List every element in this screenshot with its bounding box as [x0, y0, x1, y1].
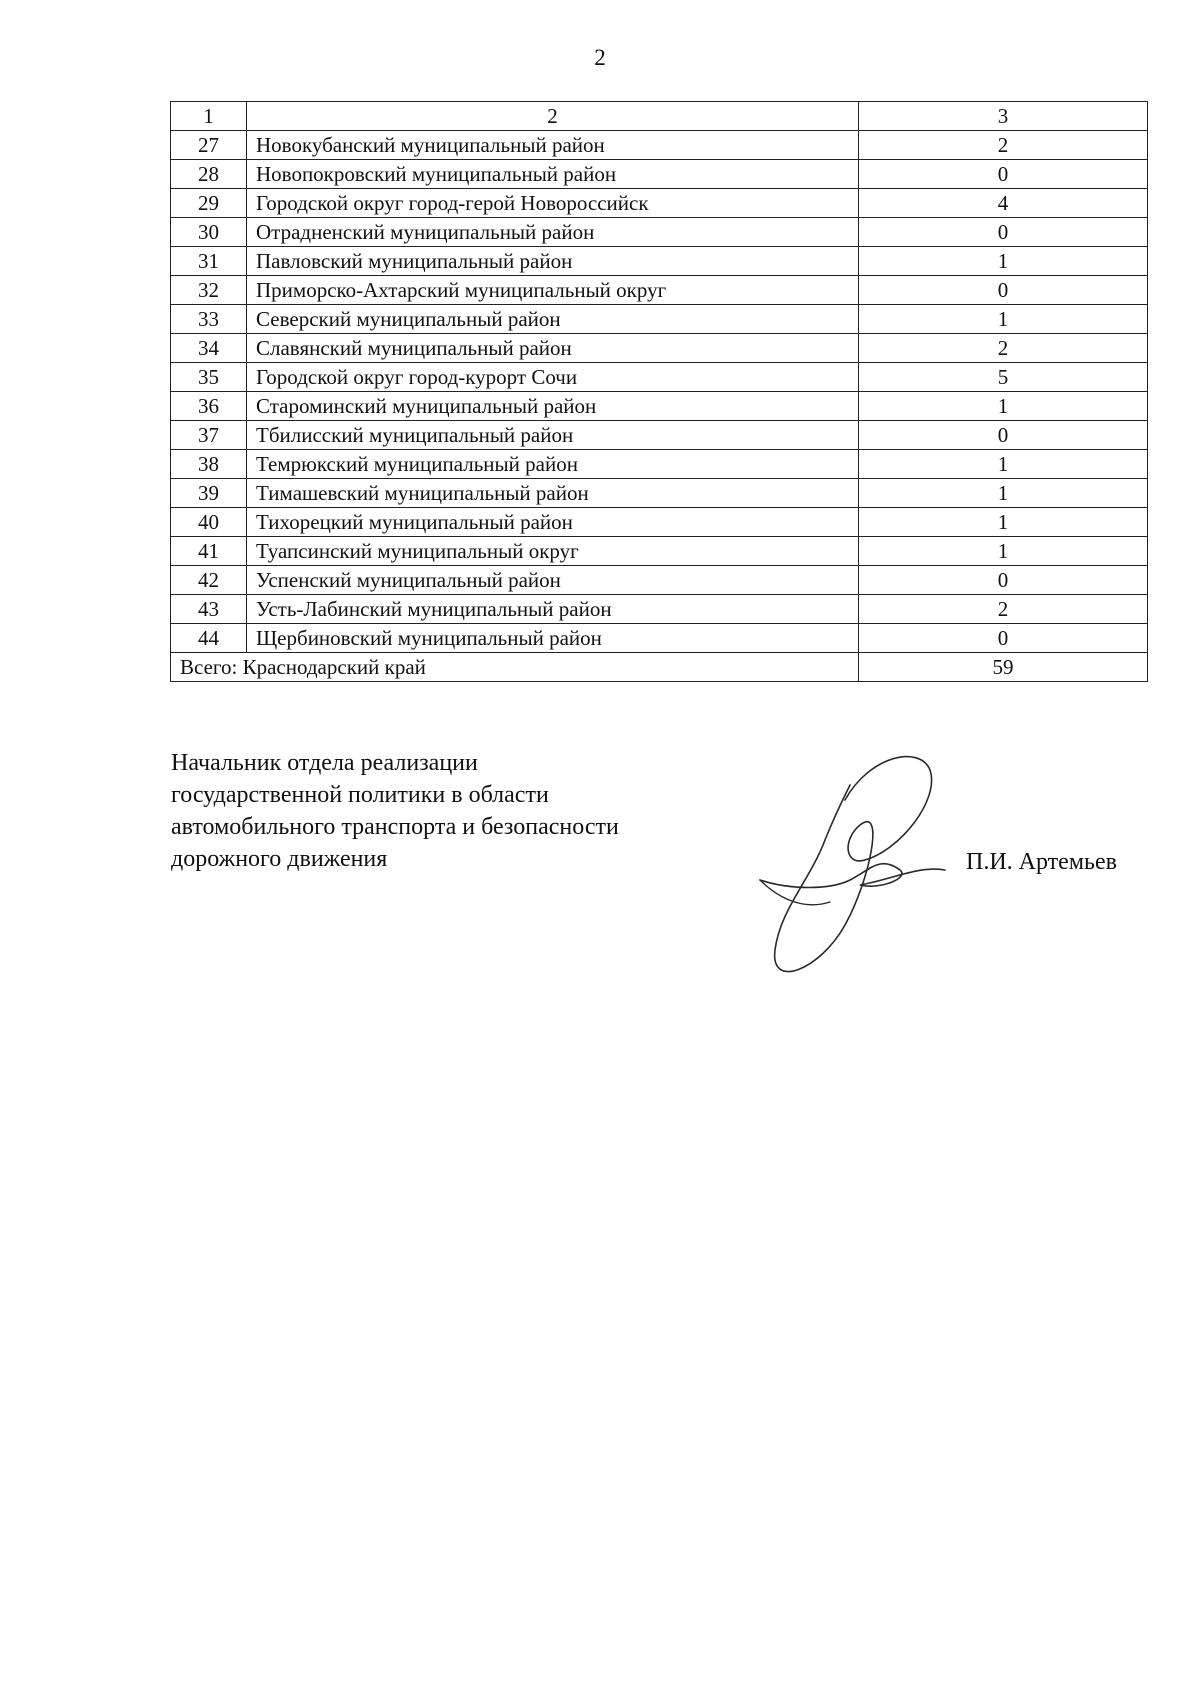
- count-cell: 2: [859, 334, 1148, 363]
- table-row: [171, 624, 1148, 653]
- count-cell: 2: [859, 131, 1148, 160]
- table-row: [171, 566, 1148, 595]
- row-number-cell: 35: [171, 363, 247, 392]
- count-cell: 0: [859, 566, 1148, 595]
- municipality-name-cell: Городской округ город-курорт Сочи: [247, 363, 859, 392]
- count-cell: 2: [859, 595, 1148, 624]
- row-number-cell: 44: [171, 624, 247, 653]
- municipality-name-cell: Староминский муниципальный район: [247, 392, 859, 421]
- row-number-cell: 30: [171, 218, 247, 247]
- count-cell: 4: [859, 189, 1148, 218]
- header-cell-name: 2: [247, 102, 859, 131]
- municipality-name-cell: Новопокровский муниципальный район: [247, 160, 859, 189]
- total-label-cell: Всего: Краснодарский край: [171, 653, 859, 682]
- row-number-cell: 43: [171, 595, 247, 624]
- row-number-cell: 37: [171, 421, 247, 450]
- municipality-name-cell: Славянский муниципальный район: [247, 334, 859, 363]
- table-row: [171, 189, 1148, 218]
- row-number-cell: 40: [171, 508, 247, 537]
- municipality-name-cell: Тбилисский муниципальный район: [247, 421, 859, 450]
- handwritten-signature: [750, 740, 970, 990]
- row-number-cell: 39: [171, 479, 247, 508]
- row-number-cell: 41: [171, 537, 247, 566]
- municipality-name-cell: Щербиновский муниципальный район: [247, 624, 859, 653]
- table-row: [171, 131, 1148, 160]
- row-number-cell: 38: [171, 450, 247, 479]
- count-cell: 5: [859, 363, 1148, 392]
- table-row: [171, 595, 1148, 624]
- municipality-name-cell: Отрадненский муниципальный район: [247, 218, 859, 247]
- row-number-cell: 29: [171, 189, 247, 218]
- count-cell: 1: [859, 305, 1148, 334]
- table-row: [171, 508, 1148, 537]
- signer-title-line: дорожного движения: [171, 846, 388, 872]
- municipality-name-cell: Туапсинский муниципальный округ: [247, 537, 859, 566]
- count-cell: 0: [859, 160, 1148, 189]
- count-cell: 0: [859, 218, 1148, 247]
- count-cell: 1: [859, 508, 1148, 537]
- count-cell: 1: [859, 392, 1148, 421]
- municipality-name-cell: Павловский муниципальный район: [247, 247, 859, 276]
- municipality-name-cell: Успенский муниципальный район: [247, 566, 859, 595]
- municipality-name-cell: Новокубанский муниципальный район: [247, 131, 859, 160]
- table-row: [171, 537, 1148, 566]
- count-cell: 1: [859, 450, 1148, 479]
- count-cell: 1: [859, 479, 1148, 508]
- count-cell: 0: [859, 624, 1148, 653]
- signer-title-line: автомобильного транспорта и безопасности: [171, 814, 619, 840]
- signature-block: [171, 747, 619, 875]
- table-row: [171, 479, 1148, 508]
- municipality-name-cell: Городской округ город-герой Новороссийск: [247, 189, 859, 218]
- municipality-name-cell: Приморско-Ахтарский муниципальный округ: [247, 276, 859, 305]
- row-number-cell: 28: [171, 160, 247, 189]
- header-cell-value: 3: [859, 102, 1148, 131]
- municipality-name-cell: Темрюкский муниципальный район: [247, 450, 859, 479]
- table-row: [171, 305, 1148, 334]
- municipality-name-cell: Тихорецкий муниципальный район: [247, 508, 859, 537]
- row-number-cell: 36: [171, 392, 247, 421]
- table-total-row: [171, 653, 1148, 682]
- table-row: [171, 363, 1148, 392]
- count-cell: 0: [859, 276, 1148, 305]
- page-number: 2: [594, 45, 606, 70]
- data-table: [170, 101, 1148, 682]
- table-row: [171, 218, 1148, 247]
- municipality-name-cell: Северский муниципальный район: [247, 305, 859, 334]
- table-row: [171, 392, 1148, 421]
- signer-name: П.И. Артемьев: [966, 849, 1117, 875]
- table-row: [171, 421, 1148, 450]
- table-row: [171, 160, 1148, 189]
- row-number-cell: 27: [171, 131, 247, 160]
- table-header-row: [171, 102, 1148, 131]
- table-row: [171, 276, 1148, 305]
- table-row: [171, 334, 1148, 363]
- row-number-cell: 33: [171, 305, 247, 334]
- header-cell-number: 1: [171, 102, 247, 131]
- table-row: [171, 247, 1148, 276]
- signer-title-line: Начальник отдела реализации: [171, 750, 478, 776]
- row-number-cell: 42: [171, 566, 247, 595]
- count-cell: 0: [859, 421, 1148, 450]
- municipality-name-cell: Тимашевский муниципальный район: [247, 479, 859, 508]
- count-cell: 1: [859, 537, 1148, 566]
- count-cell: 1: [859, 247, 1148, 276]
- municipality-name-cell: Усть-Лабинский муниципальный район: [247, 595, 859, 624]
- signer-title-line: государственной политики в области: [171, 782, 549, 808]
- table-row: [171, 450, 1148, 479]
- row-number-cell: 34: [171, 334, 247, 363]
- row-number-cell: 31: [171, 247, 247, 276]
- row-number-cell: 32: [171, 276, 247, 305]
- total-value-cell: 59: [859, 653, 1148, 682]
